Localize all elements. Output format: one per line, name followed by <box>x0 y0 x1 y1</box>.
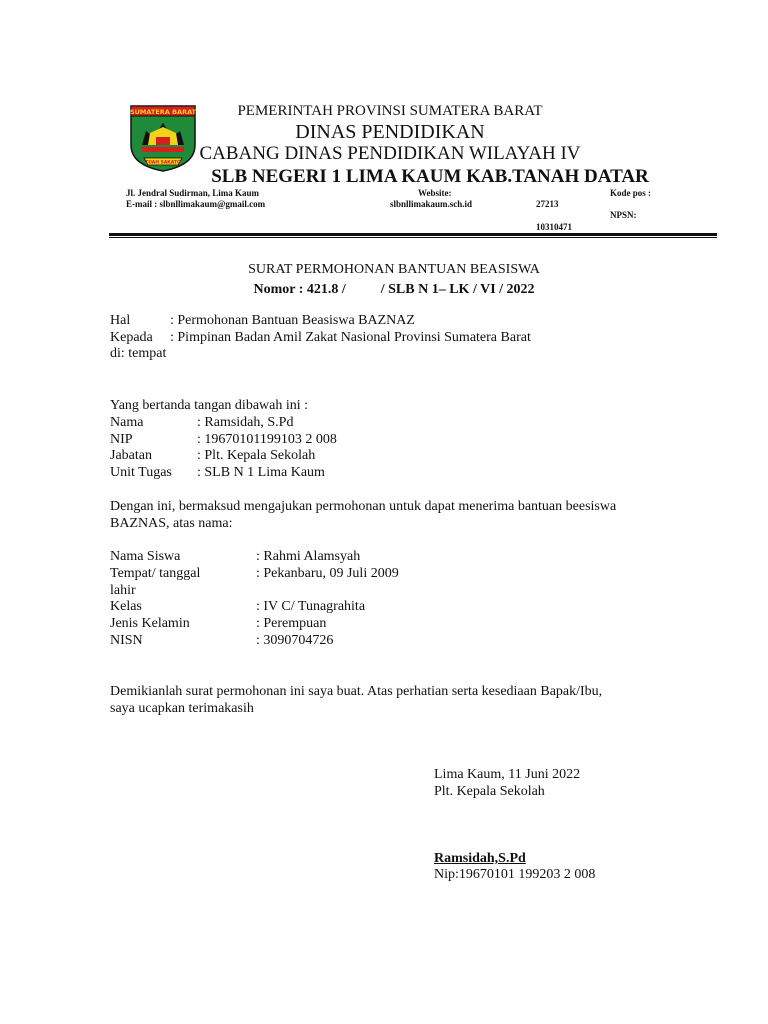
letterhead-address: Jl. Jendral Sudirman, Lima Kaum <box>126 188 260 198</box>
student-row-value: : Perempuan <box>256 616 327 631</box>
letterhead-line-cabang: CABANG DINAS PENDIDIKAN WILAYAH IV <box>199 143 581 164</box>
letterhead-website-label: Website: <box>418 188 452 198</box>
letterhead-school-name: SLB NEGERI 1 LIMA KAUM KAB.TANAH DATAR <box>211 166 649 187</box>
student-row-label: Tempat/ tanggal <box>110 566 201 581</box>
hal-value: : Permohonan Bantuan Beasiswa BAZNAZ <box>170 313 415 328</box>
letterhead-npsn-label: NPSN: <box>610 210 637 220</box>
logo-top-text: SUMATERA BARAT <box>129 108 197 116</box>
request-paragraph-line: BAZNAS, atas nama: <box>110 516 233 531</box>
kepada-value: : Pimpinan Badan Amil Zakat Nasional Provinsi Sumatera Barat <box>170 330 531 345</box>
letterhead-kodepos: 27213 <box>536 199 559 209</box>
letterhead-npsn: 10310471 <box>536 222 572 232</box>
signer-row-label: Jabatan <box>110 448 152 463</box>
letterhead-line-dinas: DINAS PENDIDIKAN <box>295 121 485 143</box>
letter-number: Nomor : 421.8 / / SLB N 1– LK / VI / 2022 <box>253 282 535 297</box>
signature-position: Plt. Kepala Sekolah <box>434 784 545 799</box>
signature-place-date: Lima Kaum, 11 Juni 2022 <box>434 767 581 782</box>
signer-intro: Yang bertanda tangan dibawah ini : <box>110 398 309 413</box>
signer-row-value: : 19670101199103 2 008 <box>197 432 337 447</box>
student-row-value: : 3090704726 <box>256 633 334 648</box>
letterhead-kodepos-label: Kode pos : <box>610 188 652 198</box>
signer-row-label: Unit Tugas <box>110 465 172 480</box>
signer-row-label: NIP <box>110 432 133 447</box>
letterhead-website: slbnllimakaum.sch.id <box>390 199 473 209</box>
student-row-value: : IV C/ Tunagrahita <box>256 599 366 614</box>
letterhead-line-province: PEMERINTAH PROVINSI SUMATERA BARAT <box>237 103 543 119</box>
request-paragraph-line: Dengan ini, bermaksud mengajukan permohonan untuk dapat menerima bantuan beesiswa <box>110 499 617 514</box>
signer-row-label: Nama <box>110 415 144 430</box>
hal-label: Hal <box>110 313 131 328</box>
closing-line: Demikianlah surat permohonan ini saya buat. Atas perhatian serta kesediaan Bapak/Ibu, <box>110 684 603 699</box>
student-row-label: Nama Siswa <box>110 549 181 564</box>
closing-line: saya ucapkan terimakasih <box>110 701 254 716</box>
student-row-label: NISN <box>110 633 143 648</box>
student-row-value: : Pekanbaru, 09 Juli 2009 <box>256 566 399 581</box>
student-row-label: lahir <box>110 583 136 598</box>
student-row-value: : Rahmi Alamsyah <box>256 549 361 564</box>
signer-row-value: : Ramsidah, S.Pd <box>197 415 294 430</box>
kepada-label: Kepada <box>110 330 153 345</box>
letter-title: SURAT PERMOHONAN BANTUAN BEASISWA <box>248 262 540 277</box>
signer-row-value: : Plt. Kepala Sekolah <box>197 448 316 463</box>
student-row-label: Jenis Kelamin <box>110 616 190 631</box>
letterhead-divider-thick <box>109 233 717 236</box>
signer-row-value: : SLB N 1 Lima Kaum <box>197 465 325 480</box>
letterhead-email: E-mail : slbnllimakaum@gmail.com <box>126 199 266 209</box>
signature-nip: Nip:19670101 199203 2 008 <box>434 867 596 882</box>
signature-name: Ramsidah,S.Pd <box>434 851 526 866</box>
letterhead-divider-thin <box>109 237 717 238</box>
logo-bottom-text: TUAH SAKATO <box>145 160 181 166</box>
di-tempat: di: tempat <box>110 346 167 361</box>
student-row-label: Kelas <box>110 599 142 614</box>
